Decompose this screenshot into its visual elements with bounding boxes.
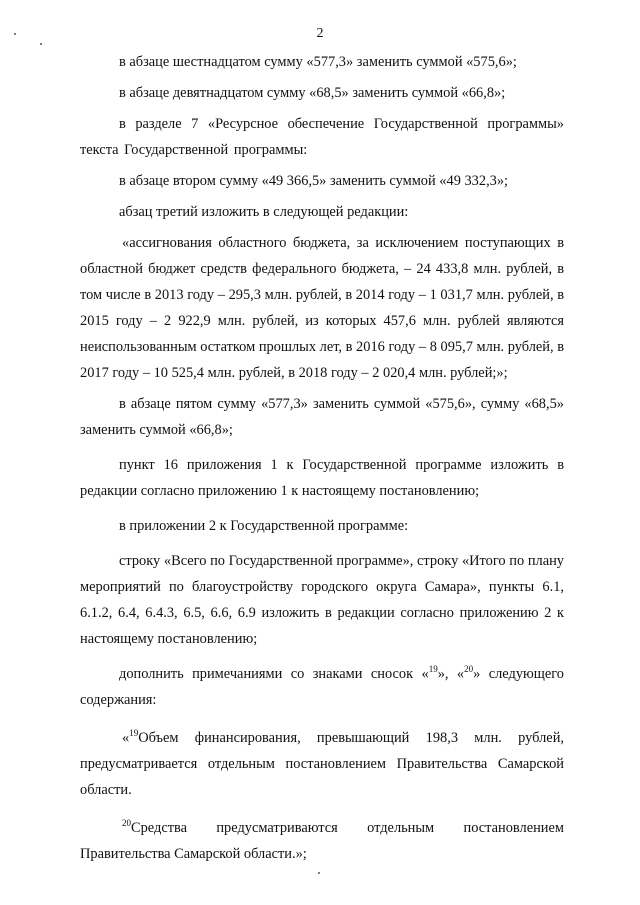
paragraph-1: в абзаце шестнадцатом сумму «577,3» заменить суммой «575,6»; — [119, 54, 517, 70]
footnote-19-marker: 19 — [129, 728, 139, 738]
footnote-marker-20: 20 — [464, 664, 474, 674]
scan-speck — [40, 43, 42, 45]
paragraph-11-text-c: » следующего содержания: — [80, 666, 564, 708]
paragraph-11-text-b: », « — [437, 666, 465, 682]
paragraph-4: в абзаце втором сумму «49 366,5» заменить суммой «49 332,3»; — [119, 173, 509, 189]
footnote-19-open-quote: « — [122, 730, 130, 746]
paragraph-10: строку «Всего по Государственной программе», строку «Итого по плану мероприятий по благоустройству городского округа Самара», пункты 6.1, 6.1.2, 6.4, 6.4.3, 6.5, 6.6, 6.9 изложить в редакции согласно приложению 2 к настоящему постановлению; — [80, 553, 564, 647]
paragraph-9: в приложении 2 к Государственной программе: — [119, 518, 409, 534]
document-body — [80, 49, 564, 867]
paragraph-11-text-a: дополнить примечаниями со знаками сносок « — [119, 666, 429, 682]
footnote-20-marker: 20 — [122, 818, 131, 828]
page-number: 2 — [316, 26, 324, 41]
paragraph-2: в абзаце девятнадцатом сумму «68,5» заменить суммой «66,8»; — [119, 85, 506, 101]
paragraph-3: в разделе 7 «Ресурсное обеспечение Государственной программы» текста Государственной программы: — [80, 116, 564, 158]
paragraph-11 — [80, 661, 564, 713]
paragraph-6-quote: «ассигнования областного бюджета, за исключением поступающих в областной бюджет средств федерального бюджета, – 24 433,8 млн. рублей, в том числе в 2013 году – 295,3 млн. рублей, в 2014 году – 1 031,7 млн. рублей, в 2015 году – 2 922,9 млн. рублей, из которых 457,6 млн. рублей являются неиспользованным остатком прошлых лет, в 2016 году – 8 095,7 млн. рублей, в 2017 году – 10 525,4 млн. рублей, в 2018 году – 2 020,4 млн. рублей;»; — [80, 235, 564, 381]
footnote-20-text: Средства предусматриваются отдельным постановлением Правительства Самарской области.»; — [80, 820, 564, 862]
paragraph-7: в абзаце пятом сумму «577,3» заменить суммой «575,6», сумму «68,5» заменить суммой «66,8»; — [80, 396, 564, 438]
paragraph-5: абзац третий изложить в следующей редакции: — [119, 204, 409, 220]
scan-speck — [318, 872, 320, 874]
footnote-20 — [80, 815, 564, 867]
footnote-marker-19: 19 — [428, 664, 438, 674]
paragraph-8: пункт 16 приложения 1 к Государственной программе изложить в редакции согласно приложению 1 к настоящему постановлению; — [80, 457, 564, 499]
footnote-19 — [80, 725, 564, 803]
footnote-19-text: Объем финансирования, превышающий 198,3 млн. рублей, предусматривается отдельным постановлением Правительства Самарской области. — [80, 730, 564, 798]
